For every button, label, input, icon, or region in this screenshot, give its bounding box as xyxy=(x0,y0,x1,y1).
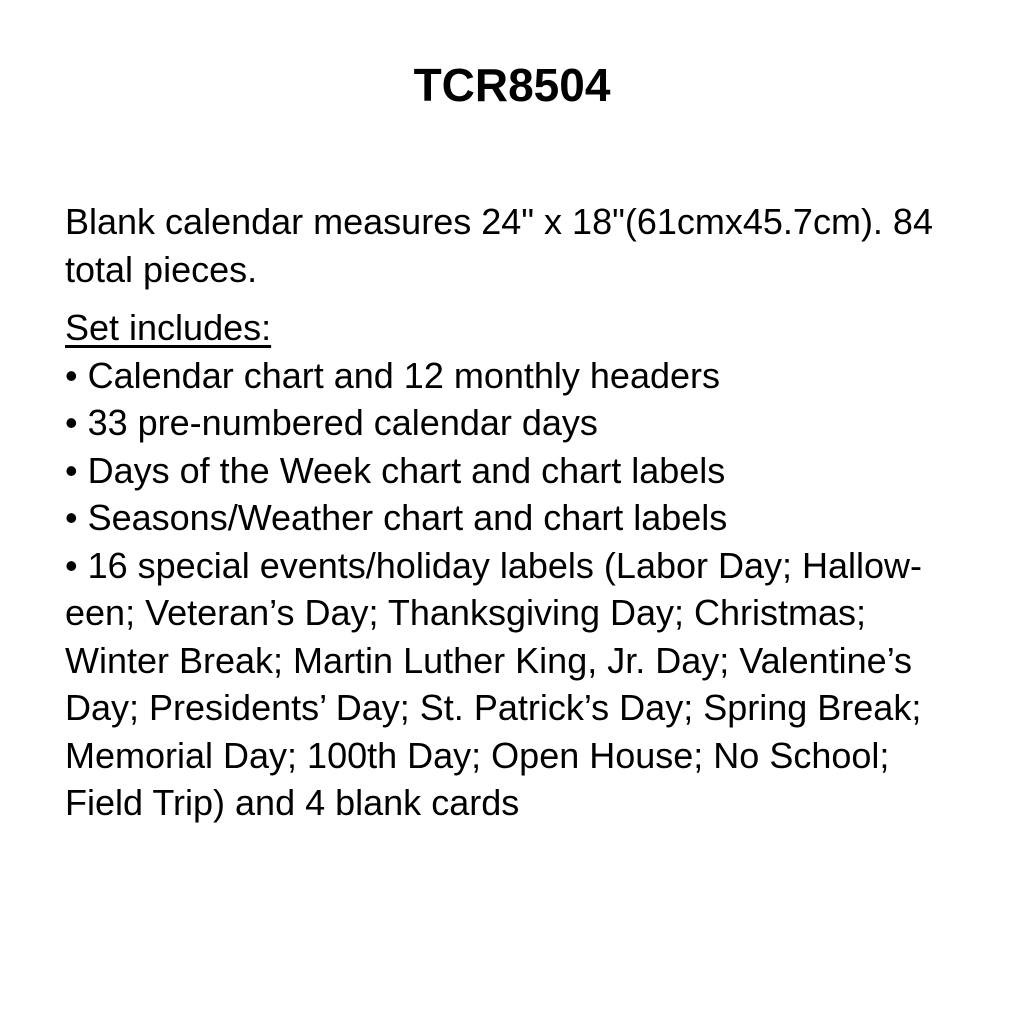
set-includes-item-line: een; Veteran’s Day; Thanksgiving Day; Christmas; xyxy=(65,592,867,633)
set-includes-item-line: • 33 pre-numbered calendar days xyxy=(65,402,598,443)
description-line: total pieces. xyxy=(65,248,258,290)
product-code-title: TCR8504 xyxy=(413,59,611,111)
set-includes-item-line: Winter Break; Martin Luther King, Jr. Day; Valentine’s xyxy=(65,639,913,681)
set-includes-item-line: • Seasons/Weather chart and chart labels xyxy=(65,497,728,538)
set-includes-item-line: • 16 special events/holiday labels (Labor Day; Hallow- xyxy=(65,544,923,586)
set-includes-heading: Set includes: xyxy=(65,307,272,348)
description-body xyxy=(65,198,994,827)
set-includes-item-line: • Days of the Week chart and chart labels xyxy=(65,449,726,491)
set-includes-item-line: Field Trip) and 4 blank cards xyxy=(65,782,520,823)
set-includes-item-line: Memorial Day; 100th Day; Open House; No School; xyxy=(65,734,890,776)
set-includes-item-line: Day; Presidents’ Day; St. Patrick’s Day; Spring Break; xyxy=(65,687,922,728)
set-includes-item-line: • Calendar chart and 12 monthly headers xyxy=(65,354,720,396)
description-line: Blank calendar measures 24" x 18"(61cmx45.7cm). 84 xyxy=(65,201,933,242)
